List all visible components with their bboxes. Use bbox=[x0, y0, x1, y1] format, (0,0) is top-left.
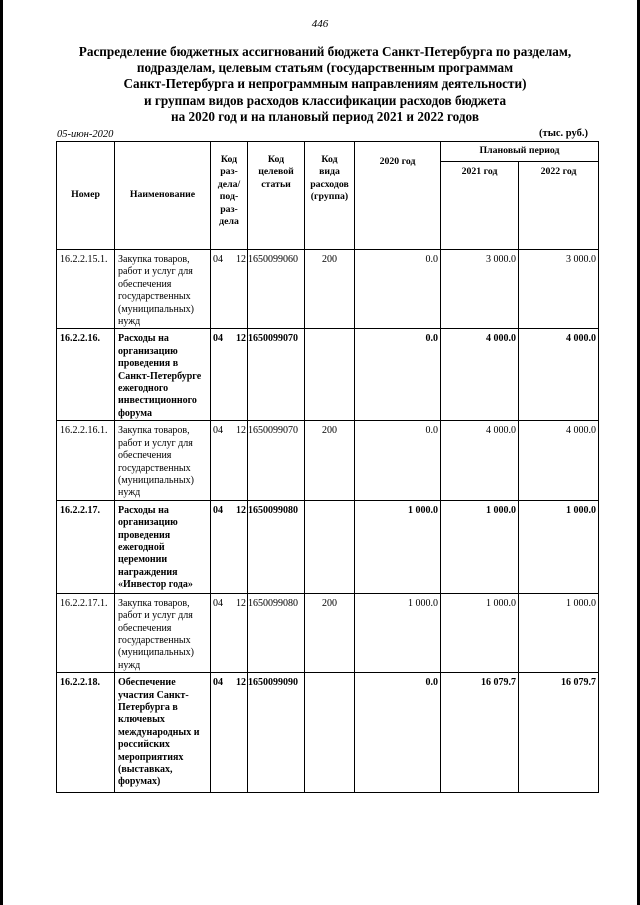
row-razdel-code: 04 bbox=[213, 597, 223, 609]
row-kvr bbox=[305, 673, 355, 793]
row-name: Расходы на организацию проведения в Санкт-Петербурге ежегодного инвестиционного форума bbox=[115, 329, 211, 421]
row-razdel bbox=[211, 593, 248, 672]
row-kvr bbox=[305, 329, 355, 421]
row-2021: 1 000.0 bbox=[441, 500, 519, 593]
header-target-line: Код bbox=[267, 154, 285, 165]
row-2021: 16 079.7 bbox=[441, 673, 519, 793]
row-razdel bbox=[211, 329, 248, 421]
row-number: 16.2.2.18. bbox=[57, 673, 115, 793]
row-2020: 0.0 bbox=[355, 421, 441, 500]
title-line: на 2020 год и на плановый период 2021 и 2022 годов bbox=[171, 108, 479, 124]
row-2021: 4 000.0 bbox=[441, 329, 519, 421]
table-row bbox=[57, 421, 599, 500]
row-subrazdel-code: 12 bbox=[236, 333, 246, 345]
title-line: Санкт-Петербурга и непрограммным направлениям деятельности) bbox=[123, 76, 527, 92]
row-number: 16.2.2.16. bbox=[57, 329, 115, 421]
header-razdel-line: дела/ bbox=[217, 178, 241, 190]
row-number: 16.2.2.17. bbox=[57, 500, 115, 593]
row-2022: 4 000.0 bbox=[519, 421, 599, 500]
table-row bbox=[57, 593, 599, 672]
header-number: Номер bbox=[57, 142, 115, 250]
title-line: подразделам, целевым статьям (государственным программам bbox=[136, 60, 514, 76]
row-razdel-code: 04 bbox=[213, 677, 223, 689]
row-razdel bbox=[211, 250, 248, 329]
header-razdel-line: Код bbox=[220, 154, 238, 165]
row-target: 1650099060 bbox=[248, 250, 305, 329]
header-kvr-line: расходов bbox=[310, 178, 349, 190]
row-razdel-code: 04 bbox=[213, 333, 223, 345]
header-kvr-line: Код bbox=[321, 154, 338, 165]
row-2021: 3 000.0 bbox=[441, 250, 519, 329]
row-2022: 1 000.0 bbox=[519, 593, 599, 672]
header-razdel bbox=[211, 142, 248, 250]
header-razdel-line: раз- bbox=[220, 166, 238, 178]
header-target-line: статьи bbox=[261, 178, 291, 190]
row-name: Обеспечение участия Санкт-Петербурга в ключевых международных и российских мероприятиях (выставках, форумах) bbox=[115, 673, 211, 793]
row-2020: 0.0 bbox=[355, 673, 441, 793]
row-kvr: 200 bbox=[305, 250, 355, 329]
header-plan-period: Плановый период bbox=[441, 142, 599, 162]
row-number: 16.2.2.17.1. bbox=[57, 593, 115, 672]
row-razdel bbox=[211, 421, 248, 500]
row-number: 16.2.2.16.1. bbox=[57, 421, 115, 500]
row-kvr: 200 bbox=[305, 421, 355, 500]
row-target: 1650099070 bbox=[248, 329, 305, 421]
title-line: и группам видов расходов классификации расходов бюджета bbox=[143, 92, 507, 108]
row-name: Расходы на организацию проведения ежегодной церемонии награждения «Инвестор года» bbox=[115, 500, 211, 593]
row-number: 16.2.2.15.1. bbox=[57, 250, 115, 329]
row-2020: 0.0 bbox=[355, 250, 441, 329]
row-kvr: 200 bbox=[305, 593, 355, 672]
row-2022: 4 000.0 bbox=[519, 329, 599, 421]
header-2021: 2021 год bbox=[441, 162, 519, 250]
row-razdel bbox=[211, 500, 248, 593]
row-2021: 1 000.0 bbox=[441, 593, 519, 672]
row-2020: 0.0 bbox=[355, 329, 441, 421]
row-target: 1650099080 bbox=[248, 593, 305, 672]
row-subrazdel-code: 12 bbox=[236, 597, 246, 609]
row-subrazdel-code: 12 bbox=[236, 254, 246, 265]
row-razdel-code: 04 bbox=[213, 504, 223, 516]
header-2020: 2020 год bbox=[355, 142, 441, 250]
header-kvr-line: (группа) bbox=[310, 191, 349, 203]
header-kvr-line: вида bbox=[319, 166, 340, 178]
row-target: 1650099070 bbox=[248, 421, 305, 500]
page-number: 446 bbox=[311, 18, 329, 30]
row-2022: 16 079.7 bbox=[519, 673, 599, 793]
table-row bbox=[57, 673, 599, 793]
document-date: 05-июн-2020 bbox=[57, 129, 114, 140]
row-razdel-code: 04 bbox=[213, 425, 223, 437]
row-2020: 1 000.0 bbox=[355, 593, 441, 672]
header-razdel-line: раз- bbox=[220, 203, 238, 215]
row-razdel-code: 04 bbox=[213, 254, 223, 265]
header-razdel-line: дела bbox=[219, 216, 239, 228]
row-target: 1650099080 bbox=[248, 500, 305, 593]
table-row bbox=[57, 500, 599, 593]
table-row bbox=[57, 250, 599, 329]
row-target: 1650099090 bbox=[248, 673, 305, 793]
header-2022: 2022 год bbox=[519, 162, 599, 250]
row-name: Закупка товаров, работ и услуг для обеспечения государственных (муниципальных) нужд bbox=[115, 250, 211, 329]
row-subrazdel-code: 12 bbox=[236, 677, 246, 689]
row-kvr bbox=[305, 500, 355, 593]
row-2022: 3 000.0 bbox=[519, 250, 599, 329]
units-label: (тыс. руб.) bbox=[539, 128, 588, 139]
row-name: Закупка товаров, работ и услуг для обеспечения государственных (муниципальных) нужд bbox=[115, 593, 211, 672]
table-row bbox=[57, 329, 599, 421]
title-line: Распределение бюджетных ассигнований бюджета Санкт-Петербурга по разделам, bbox=[78, 44, 572, 59]
row-2022: 1 000.0 bbox=[519, 500, 599, 593]
header-kvr bbox=[305, 142, 355, 250]
document-title bbox=[60, 44, 590, 125]
row-2021: 4 000.0 bbox=[441, 421, 519, 500]
header-name: Наименование bbox=[115, 142, 211, 250]
budget-table bbox=[56, 141, 599, 793]
row-subrazdel-code: 12 bbox=[236, 504, 246, 516]
header-target-line: целевой bbox=[258, 166, 294, 178]
row-subrazdel-code: 12 bbox=[236, 425, 246, 437]
row-2020: 1 000.0 bbox=[355, 500, 441, 593]
header-target bbox=[248, 142, 305, 250]
row-name: Закупка товаров, работ и услуг для обеспечения государственных (муниципальных) нужд bbox=[115, 421, 211, 500]
header-razdel-line: под- bbox=[219, 191, 239, 203]
row-razdel bbox=[211, 673, 248, 793]
